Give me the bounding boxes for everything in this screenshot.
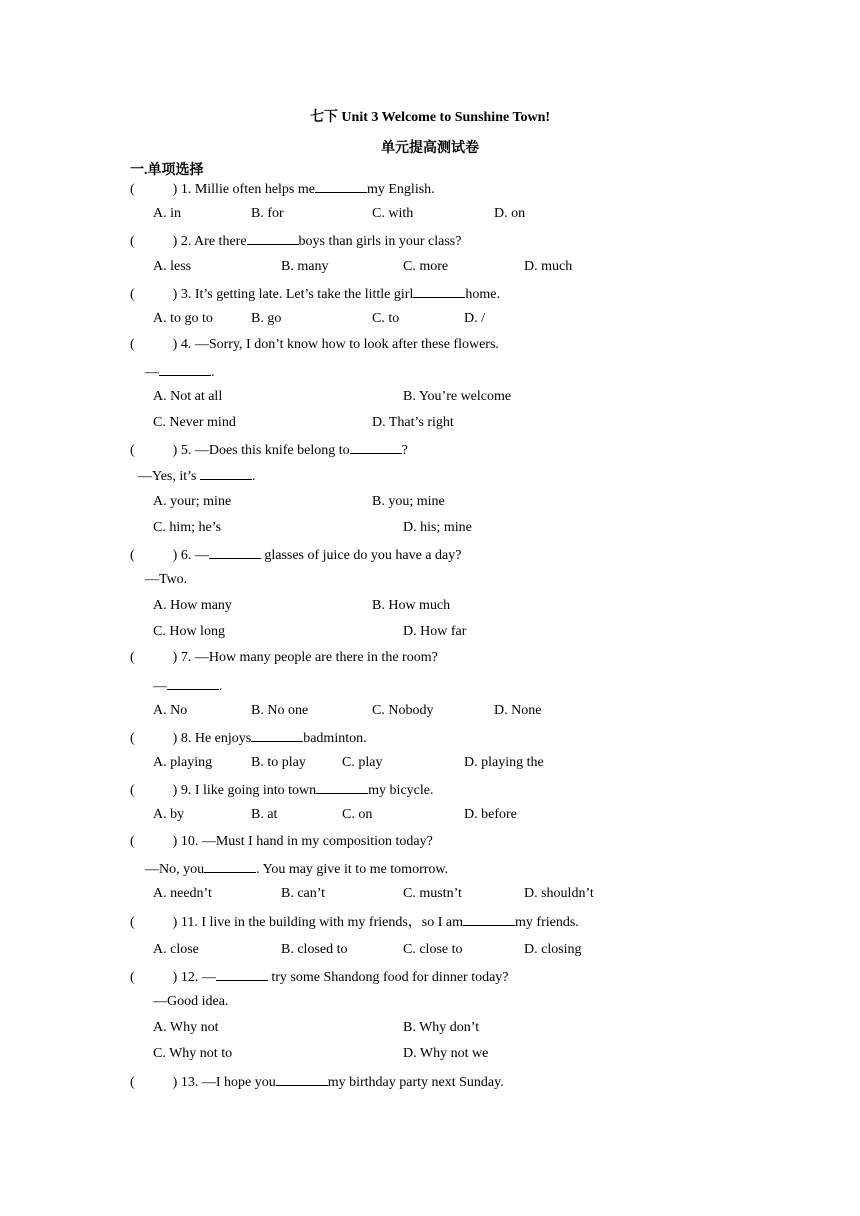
option-b: B. many	[281, 259, 329, 274]
option-b: B. at	[251, 807, 278, 822]
document-subtitle: 单元提高测试卷	[381, 141, 479, 156]
option-a: A. to go to	[153, 311, 213, 326]
question-7: ( ) 7. —How many people are there in the room?	[130, 650, 438, 665]
option-a: A. How many	[153, 598, 232, 613]
question-9: ( ) 9. I like going into town my bicycle.	[130, 780, 433, 800]
option-c: C. Never mind	[153, 415, 236, 430]
question-12: ( ) 12. — try some Shandong food for dinner today?	[130, 967, 509, 987]
option-b: B. No one	[251, 703, 309, 718]
option-d: D. before	[464, 807, 517, 822]
question-10-reply: —No, you . You may give it to me tomorrow.	[145, 859, 448, 879]
option-d: D. shouldn’t	[524, 886, 594, 901]
option-b: B. can’t	[281, 886, 326, 901]
option-a: A. No	[153, 703, 188, 718]
option-d: D. Why not we	[403, 1046, 489, 1061]
option-b: B. you; mine	[372, 494, 445, 509]
option-d: D. How far	[403, 624, 467, 639]
option-a: A. less	[153, 259, 192, 274]
answer-blank	[204, 859, 256, 873]
option-a: A. close	[153, 942, 199, 957]
question-4: ( ) 4. —Sorry, I don’t know how to look after these flowers.	[130, 337, 499, 352]
answer-blank	[413, 284, 465, 298]
option-a: A. your; mine	[153, 494, 232, 509]
answer-blank	[200, 466, 252, 480]
question-1: ( ) 1. Millie often helps me my English.	[130, 179, 435, 199]
option-c: C. Why not to	[153, 1046, 233, 1061]
answer-blank	[209, 545, 261, 559]
answer-blank	[350, 440, 402, 454]
option-c: C. with	[372, 206, 414, 221]
document-title: 七下 Unit 3 Welcome to Sunshine Town!	[309, 110, 551, 125]
question-8: ( ) 8. He enjoys badminton.	[130, 728, 367, 748]
option-a: A. needn’t	[153, 886, 212, 901]
section-heading: 一.单项选择	[130, 163, 204, 178]
answer-blank	[251, 728, 303, 742]
option-a: A. Why not	[153, 1020, 219, 1035]
option-c: C. on	[342, 807, 373, 822]
option-b: B. How much	[372, 598, 451, 613]
option-c: C. mustn’t	[403, 886, 462, 901]
option-d: D. That’s right	[372, 415, 454, 430]
option-d: D. /	[464, 311, 485, 326]
option-b: B. to play	[251, 755, 306, 770]
option-d: D. playing the	[464, 755, 544, 770]
question-2: ( ) 2. Are there boys than girls in your class?	[130, 231, 461, 251]
question-3: ( ) 3. It’s getting late. Let’s take the little girl home.	[130, 284, 500, 304]
option-b: B. closed to	[281, 942, 348, 957]
option-a: A. by	[153, 807, 185, 822]
option-c: C. Nobody	[372, 703, 434, 718]
option-a: A. in	[153, 206, 181, 221]
option-a: A. playing	[153, 755, 213, 770]
question-5: ( ) 5. —Does this knife belong to ?	[130, 440, 408, 460]
answer-blank	[216, 967, 268, 981]
answer-blank	[316, 780, 368, 794]
option-c: C. him; he’s	[153, 520, 222, 535]
option-d: D. None	[494, 703, 542, 718]
option-a: A. Not at all	[153, 389, 223, 404]
question-6: ( ) 6. — glasses of juice do you have a day?	[130, 545, 461, 565]
answer-blank	[159, 362, 211, 376]
answer-blank	[463, 912, 515, 926]
question-10: ( ) 10. —Must I hand in my composition today?	[130, 834, 433, 849]
option-b: B. You’re welcome	[403, 389, 512, 404]
question-11: ( ) 11. I live in the building with my friends，so I am my friends.	[130, 912, 579, 932]
answer-blank	[315, 179, 367, 193]
option-d: D. closing	[524, 942, 582, 957]
option-d: D. much	[524, 259, 573, 274]
option-d: D. on	[494, 206, 526, 221]
option-c: C. close to	[403, 942, 463, 957]
option-c: C. to	[372, 311, 400, 326]
question-6-reply: —Two.	[145, 572, 188, 587]
option-c: C. How long	[153, 624, 225, 639]
answer-blank	[247, 231, 299, 245]
option-b: B. Why don’t	[403, 1020, 480, 1035]
answer-blank	[167, 676, 219, 690]
question-5-reply: —Yes, it’s .	[138, 466, 256, 486]
question-13: ( ) 13. —I hope you my birthday party next Sunday.	[130, 1072, 504, 1092]
option-b: B. for	[251, 206, 284, 221]
option-c: C. play	[342, 755, 383, 770]
question-7-reply: — .	[153, 676, 223, 696]
question-4-reply: — .	[145, 362, 215, 382]
option-b: B. go	[251, 311, 282, 326]
answer-blank	[276, 1072, 328, 1086]
option-c: C. more	[403, 259, 449, 274]
question-12-reply: —Good idea.	[153, 994, 229, 1009]
option-d: D. his; mine	[403, 520, 472, 535]
